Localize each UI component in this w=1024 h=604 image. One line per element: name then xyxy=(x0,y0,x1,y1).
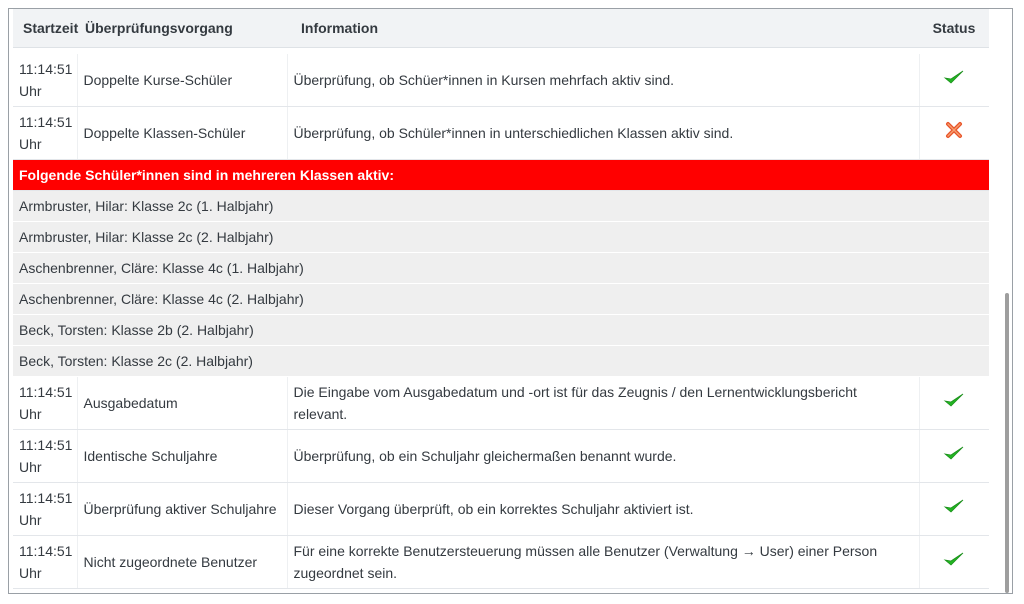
column-header-info[interactable]: Information xyxy=(287,9,919,48)
scrollbar-thumb[interactable] xyxy=(1005,293,1009,593)
duplicate-student-row xyxy=(13,315,989,346)
status-cell xyxy=(919,430,989,483)
information-cell: Überprüfung, ob Schüler*innen in unterschiedlichen Klassen aktiv sind. xyxy=(287,107,919,160)
process-name-cell: Nicht zugeordnete Benutzer xyxy=(77,536,287,589)
check-results-scroll-area[interactable] xyxy=(9,9,999,593)
column-header-start[interactable]: Startzeit xyxy=(13,9,77,48)
start-time-cell: 11:14:51 Uhr xyxy=(13,377,77,430)
table-row xyxy=(13,430,989,483)
information-cell: Dieser Vorgang überprüft, ob ein korrektes Schuljahr aktiviert ist. xyxy=(287,483,919,536)
status-cell xyxy=(919,377,989,430)
process-name-cell: Überprüfung aktiver Schuljahre xyxy=(77,483,287,536)
information-cell: Überprüfung, ob ein Schuljahr gleichermaßen benannt wurde. xyxy=(287,430,919,483)
check-icon xyxy=(943,391,965,415)
check-icon xyxy=(943,550,965,574)
start-time-cell: 11:14:51 Uhr xyxy=(13,107,77,160)
duplicate-student-row xyxy=(13,284,989,315)
start-time-cell: 11:14:51 Uhr xyxy=(13,430,77,483)
start-time-cell: 11:14:51 Uhr xyxy=(13,54,77,107)
process-name-cell: Ausgabedatum xyxy=(77,377,287,430)
vertical-scrollbar[interactable] xyxy=(998,9,1012,593)
check-icon xyxy=(943,68,965,92)
duplicate-student-text: Beck, Torsten: Klasse 2b (2. Halbjahr) xyxy=(13,315,989,346)
table-row xyxy=(13,483,989,536)
duplicate-student-row xyxy=(13,253,989,284)
check-results-panel xyxy=(8,8,1013,594)
table-row xyxy=(13,107,989,160)
status-cell xyxy=(919,107,989,160)
duplicate-student-text: Armbruster, Hilar: Klasse 2c (2. Halbjahr) xyxy=(13,222,989,253)
duplicate-student-row xyxy=(13,222,989,253)
duplicate-student-text: Aschenbrenner, Cläre: Klasse 4c (2. Halbjahr) xyxy=(13,284,989,315)
error-banner-row xyxy=(13,160,989,191)
information-cell: Überprüfung, ob Schüer*innen in Kursen mehrfach aktiv sind. xyxy=(287,54,919,107)
table-body xyxy=(13,48,989,589)
duplicate-student-row xyxy=(13,346,989,377)
check-icon xyxy=(943,444,965,468)
duplicate-student-row xyxy=(13,191,989,222)
start-time-cell: 11:14:51 Uhr xyxy=(13,536,77,589)
duplicate-student-text: Aschenbrenner, Cläre: Klasse 4c (1. Halbjahr) xyxy=(13,253,989,284)
process-name-cell: Doppelte Kurse-Schüler xyxy=(77,54,287,107)
check-icon xyxy=(943,497,965,521)
status-cell xyxy=(919,54,989,107)
table-row xyxy=(13,536,989,589)
check-results-table xyxy=(13,9,989,589)
status-cell xyxy=(919,483,989,536)
duplicate-student-text: Beck, Torsten: Klasse 2c (2. Halbjahr) xyxy=(13,346,989,377)
information-cell: Für eine korrekte Benutzersteuerung müssen alle Benutzer (Verwaltung → User) einer Person zugeordnet sein. xyxy=(287,536,919,589)
cross-icon xyxy=(945,121,963,145)
start-time-cell: 11:14:51 Uhr xyxy=(13,483,77,536)
column-header-status[interactable]: Status xyxy=(919,9,989,48)
table-row xyxy=(13,54,989,107)
process-name-cell: Doppelte Klassen-Schüler xyxy=(77,107,287,160)
error-banner-text: Folgende Schüler*innen sind in mehreren Klassen aktiv: xyxy=(13,160,989,191)
table-header-row xyxy=(13,9,989,48)
duplicate-student-text: Armbruster, Hilar: Klasse 2c (1. Halbjahr) xyxy=(13,191,989,222)
process-name-cell: Identische Schuljahre xyxy=(77,430,287,483)
table-row xyxy=(13,377,989,430)
column-header-process[interactable]: Überprüfungsvorgang xyxy=(77,9,287,48)
status-cell xyxy=(919,536,989,589)
information-cell: Die Eingabe vom Ausgabedatum und -ort ist für das Zeugnis / den Lernentwicklungsbericht relevant. xyxy=(287,377,919,430)
